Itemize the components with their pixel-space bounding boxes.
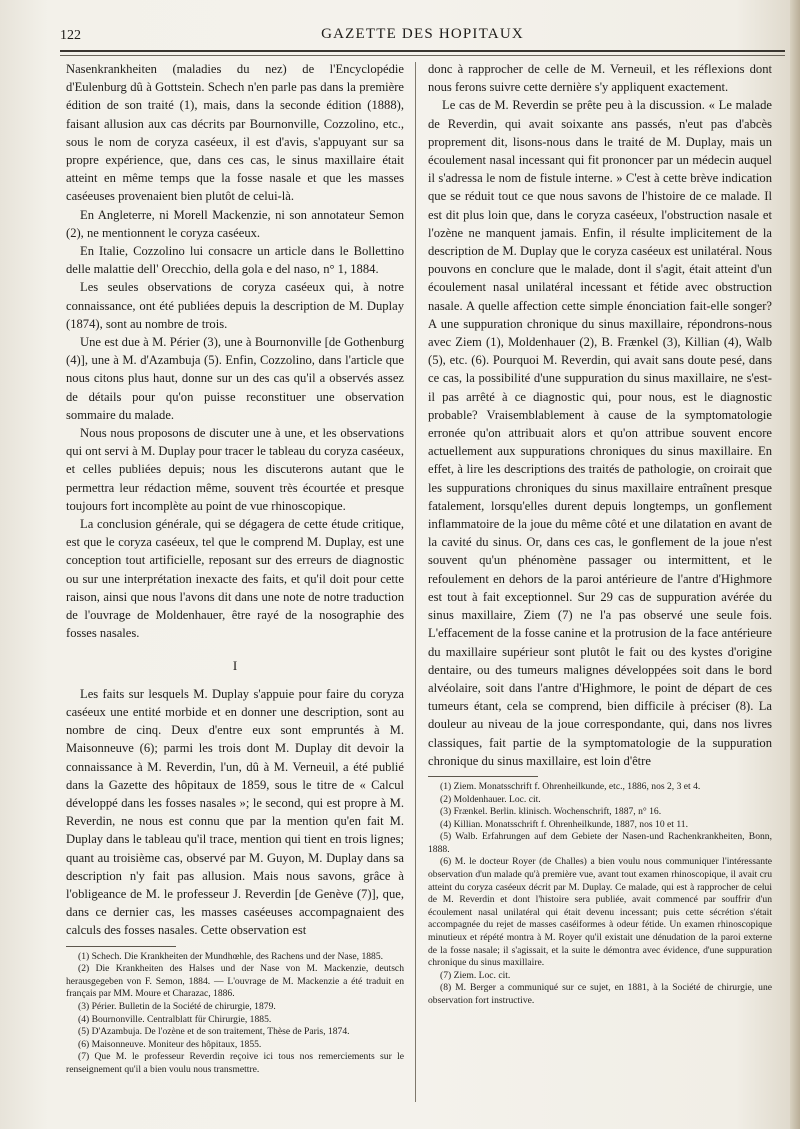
footnote: (8) M. Berger a communiqué sur ce sujet, en 1881, à la Société de chirurgie, une observation fort instructive.	[428, 982, 772, 1007]
right-column	[428, 60, 772, 1008]
footnote: (4) Bournonville. Centralblatt für Chirurgie, 1885.	[78, 1013, 272, 1025]
footnote: (6) M. le docteur Royer (de Challes) a bien voulu nous communiquer l'intéressante observation d'un malade qu'à première vue, avant tout examen rhinoscopique, il avait cru atteint du coryza caséeux décrit par M. Duplay. Ce malade, qui est à rapprocher de celui de M. Reverdin et dont l'histoire sera publiée, avait commencé par souffrir d'un écoulement nasal unilatéral qui était devenu incessant; puis cette sécrétion s'était accompagnée du rejet de masses caséiformes à odeur fétide. Un examen rhinoscopique minutieux et répété montra à M. Royer qu'il existait une dénudation de la paroi externe de la fosse nasale; il s'agissait, et la suite le démontra avec évidence, d'une suppuration chronique du sinus maxillaire.	[428, 856, 772, 969]
paragraph: donc à rapprocher de celle de M. Verneuil, et les réflexions dont nous ferons suivre cette dernière s'y appliquent exactement.	[428, 62, 772, 95]
footnotes	[66, 951, 404, 1077]
footnote-rule	[66, 946, 176, 947]
footnote: (1) Schech. Die Krankheiten der Mundhœhle, des Rachens und der Nase, 1885.	[78, 950, 384, 962]
paragraph: Nous nous proposons de discuter une à une, et les observations qui ont servi à M. Duplay pour tracer le tableau du coryza caséeux, et celles publiées depuis; nous les discuterons autant que le permettra leur rédaction même, souvent très écourtée et presque toujours fort incomplète au point de vue rhinoscopique.	[66, 426, 404, 513]
footnote: (3) Périer. Bulletin de la Société de chirurgie, 1879.	[78, 1000, 276, 1012]
footnote: (1) Ziem. Monatsschrift f. Ohrenheilkunde, etc., 1886, nos 2, 3 et 4.	[440, 780, 701, 792]
footnote: (5) D'Azambuja. De l'ozène et de son traitement, Thèse de Paris, 1874.	[78, 1026, 350, 1038]
footnote: (2) Die Krankheiten des Halses und der Nase von M. Mackenzie, deutsch herausgegeben von F. Semon, 1884. — L'ouvrage de M. Mackenzie a été traduit en français par MM. Moure et Charazac, 1886.	[66, 963, 404, 1000]
footnote: (2) Moldenhauer. Loc. cit.	[440, 793, 541, 805]
paragraph: Le cas de M. Reverdin se prête peu à la discussion. « Le malade de Reverdin, qui avait soixante ans passés, n'eut pas d'abcès proprement dit, lisons-nous dans le traité de M. Duplay, mais un écoulement nasal incessant qui fit prononcer par un médecin auquel il s'adressa le nom de fistule interne. » C'est à cette brève indication que se réduit tout ce que nous savons de l'histoire de ce malade. Il est dit plus loin que, dans le coryza caséeux, l'obstruction nasale et l'ozène ne manquent jamais. Enfin, il résulte implicitement de la description de M. Duplay que le coryza caséeux est unilatéral. Nous pouvons en conclure que le malade, dont il s'agit, était atteint d'un écoulement nasal unilatéral incessant et fétide avec obstruction nasale. A quelle affection cette simple énonciation fait-elle songer? A une suppuration chronique du sinus maxillaire, répondrons-nous avec Ziem (1), Moldenhauer (2), B. Frænkel (3), Killian (4), Walb (5), etc. (6). Pourquoi M. Reverdin, qui avait sans doute pesé, dans ce cas, la possibilité d'une suppuration du sinus maxillaire, ne s'est-il pas arrêté à ce diagnostic qui, pour nous, est le diagnostic probable? Vraisemblablement à cause de la symptomatologie erronée qu'on attribuait alors et qu'on attribue souvent encore actuellement aux suppurations chroniques du sinus maxillaire. En effet, à lire les descriptions des traités de pathologie, on croirait que les suppurations chroniques du sinus maxillaire entraînent presque fatalement, lorsqu'elles durent depuis longtemps, un gonflement inflammatoire de la joue du même côté et une dilatation en avant de la cavité du sinus. Or, dans ces cas, le gonflement de la joue n'est souvent qu'un phénomène passager ou intermittent, et le refoulement en dehors de la paroi antérieure de l'antre d'Highmore est tout à fait exceptionnel. Sur 29 cas de suppuration avérée du sinus maxillaire, Ziem (7) ne l'a pas observé une seule fois. L'effacement de la fosse canine et la protrusion de la face antérieure du maxillaire supérieur sont plutôt le fait ou des kystes d'origine dentaire, ou des tumeurs malignes développées soit dans le bord alvéolaire, soit dans l'antre d'Highmore, le point de départ de ces tumeurs étant, cela se comprend, bien difficile à préciser (8). La douleur au niveau de la joue correspondante, qui, dans nos livres classiques, fait partie de la symptomatologie de la suppuration chronique du sinus maxillaire, est loin d'être	[428, 98, 772, 768]
footnote-rule	[428, 776, 538, 777]
left-column	[66, 60, 404, 1076]
page-edge	[790, 0, 800, 1129]
paragraph: La conclusion générale, qui se dégagera de cette étude critique, est que le coryza caséeux, tel que le comprend M. Duplay, est une conception tout artificielle, reposant sur des erreurs de diagnostic ou sur une interprétation inexacte des faits, et qu'il doit pour cette raison, ainsi que nous l'avons dit dans une note de notre traduction de l'ouvrage de Moldenhauer, être rayé de la nosographie des fosses nasales.	[66, 517, 404, 641]
header-rule-thin	[60, 55, 785, 56]
paragraph: En Italie, Cozzolino lui consacre un article dans le Bollettino delle malattie dell' Orecchio, della gola e del naso, n° 1, 1884.	[66, 244, 404, 277]
footnote: (7) Que M. le professeur Reverdin reçoive ici tous nos remerciements sur le renseignement qu'il a bien voulu nous transmettre.	[66, 1051, 404, 1075]
paragraph: Les seules observations de coryza caséeux qui, à notre connaissance, ont été publiées depuis la description de M. Duplay (1874), sont au nombre de trois.	[66, 280, 404, 331]
footnote: (7) Ziem. Loc. cit.	[440, 969, 511, 981]
footnote: (3) Frænkel. Berlin. klinisch. Wochenschrift, 1887, n° 16.	[440, 806, 662, 818]
section-heading: I	[232, 657, 238, 673]
footnotes	[428, 781, 772, 1008]
column-divider	[415, 62, 416, 1102]
paragraph: En Angleterre, ni Morell Mackenzie, ni son annotateur Semon (2), ne mentionnent le coryza caséeux.	[66, 207, 404, 240]
page-header	[60, 26, 785, 46]
page-number: 122	[60, 28, 81, 43]
journal-title: GAZETTE DES HOPITAUX	[321, 26, 524, 42]
header-rule	[60, 50, 785, 52]
footnote: (6) Maisonneuve. Moniteur des hôpitaux, 1855.	[78, 1038, 262, 1050]
paragraph: Les faits sur lesquels M. Duplay s'appuie pour faire du coryza caséeux une entité morbide et en donner une description, sont au nombre de cinq. Deux d'entre eux sont empruntés à M. Maisonneuve (6); parmi les trois dont M. Duplay dit devoir la connaissance à M. Reverdin, l'un, dû à M. Verneuil, a été publié dans la Gazette des hôpitaux de 1859, sous le titre de « Calcul développé dans les fosses nasales »; le second, qui est propre à M. Reverdin, ne nous est connu que par la mention qu'en fait M. Duplay dans le tableau qu'il trace, mention qui tient en trois lignes; quant au troisième cas, observé par M. Guyon, M. Duplay dans sa description n'y fait pas allusion. Mais nous savons, grâce à l'obligeance de M. le professeur J. Reverdin [de Genève (7)], que, dans ce dernier cas, les masses caséeuses accompagnaient des calculs des fosses nasales. Cette observation est	[66, 686, 404, 938]
footnote: (4) Killian. Monatsschrift f. Ohrenheilkunde, 1887, nos 10 et 11.	[440, 818, 688, 830]
paragraph: Une est due à M. Périer (3), une à Bournonville [de Gothenburg (4)], une à M. d'Azambuja (5). Enfin, Cozzolino, dans l'article que nous citons plus haut, donne sur un des cas qu'il a observés assez de détails pour qu'on puisse reconstituer une observation sommaire du malade.	[66, 335, 404, 422]
footnote: (5) Walb. Erfahrungen auf dem Gebiete der Nasen-und Rachenkrankheiten, Bonn, 1888.	[428, 831, 772, 855]
paragraph: Nasenkrankheiten (maladies du nez) de l'Encyclopédie d'Eulenburg dû à Gottstein. Schech n'en parle pas dans la première édition de son traité (1), mais, dans la seconde édition (1888), faisant allusion aux cas décrits par Bournonville, Cozzolino, etc., sous le nom de coryza caséeux, il est d'avis, s'appuyant sur sa propre expérience, que, dans ces cas, le sinus maxillaire était atteint en même temps que la fosse nasale et que les masses caséeuses provenaient bien plutôt de celui-là.	[66, 62, 404, 204]
